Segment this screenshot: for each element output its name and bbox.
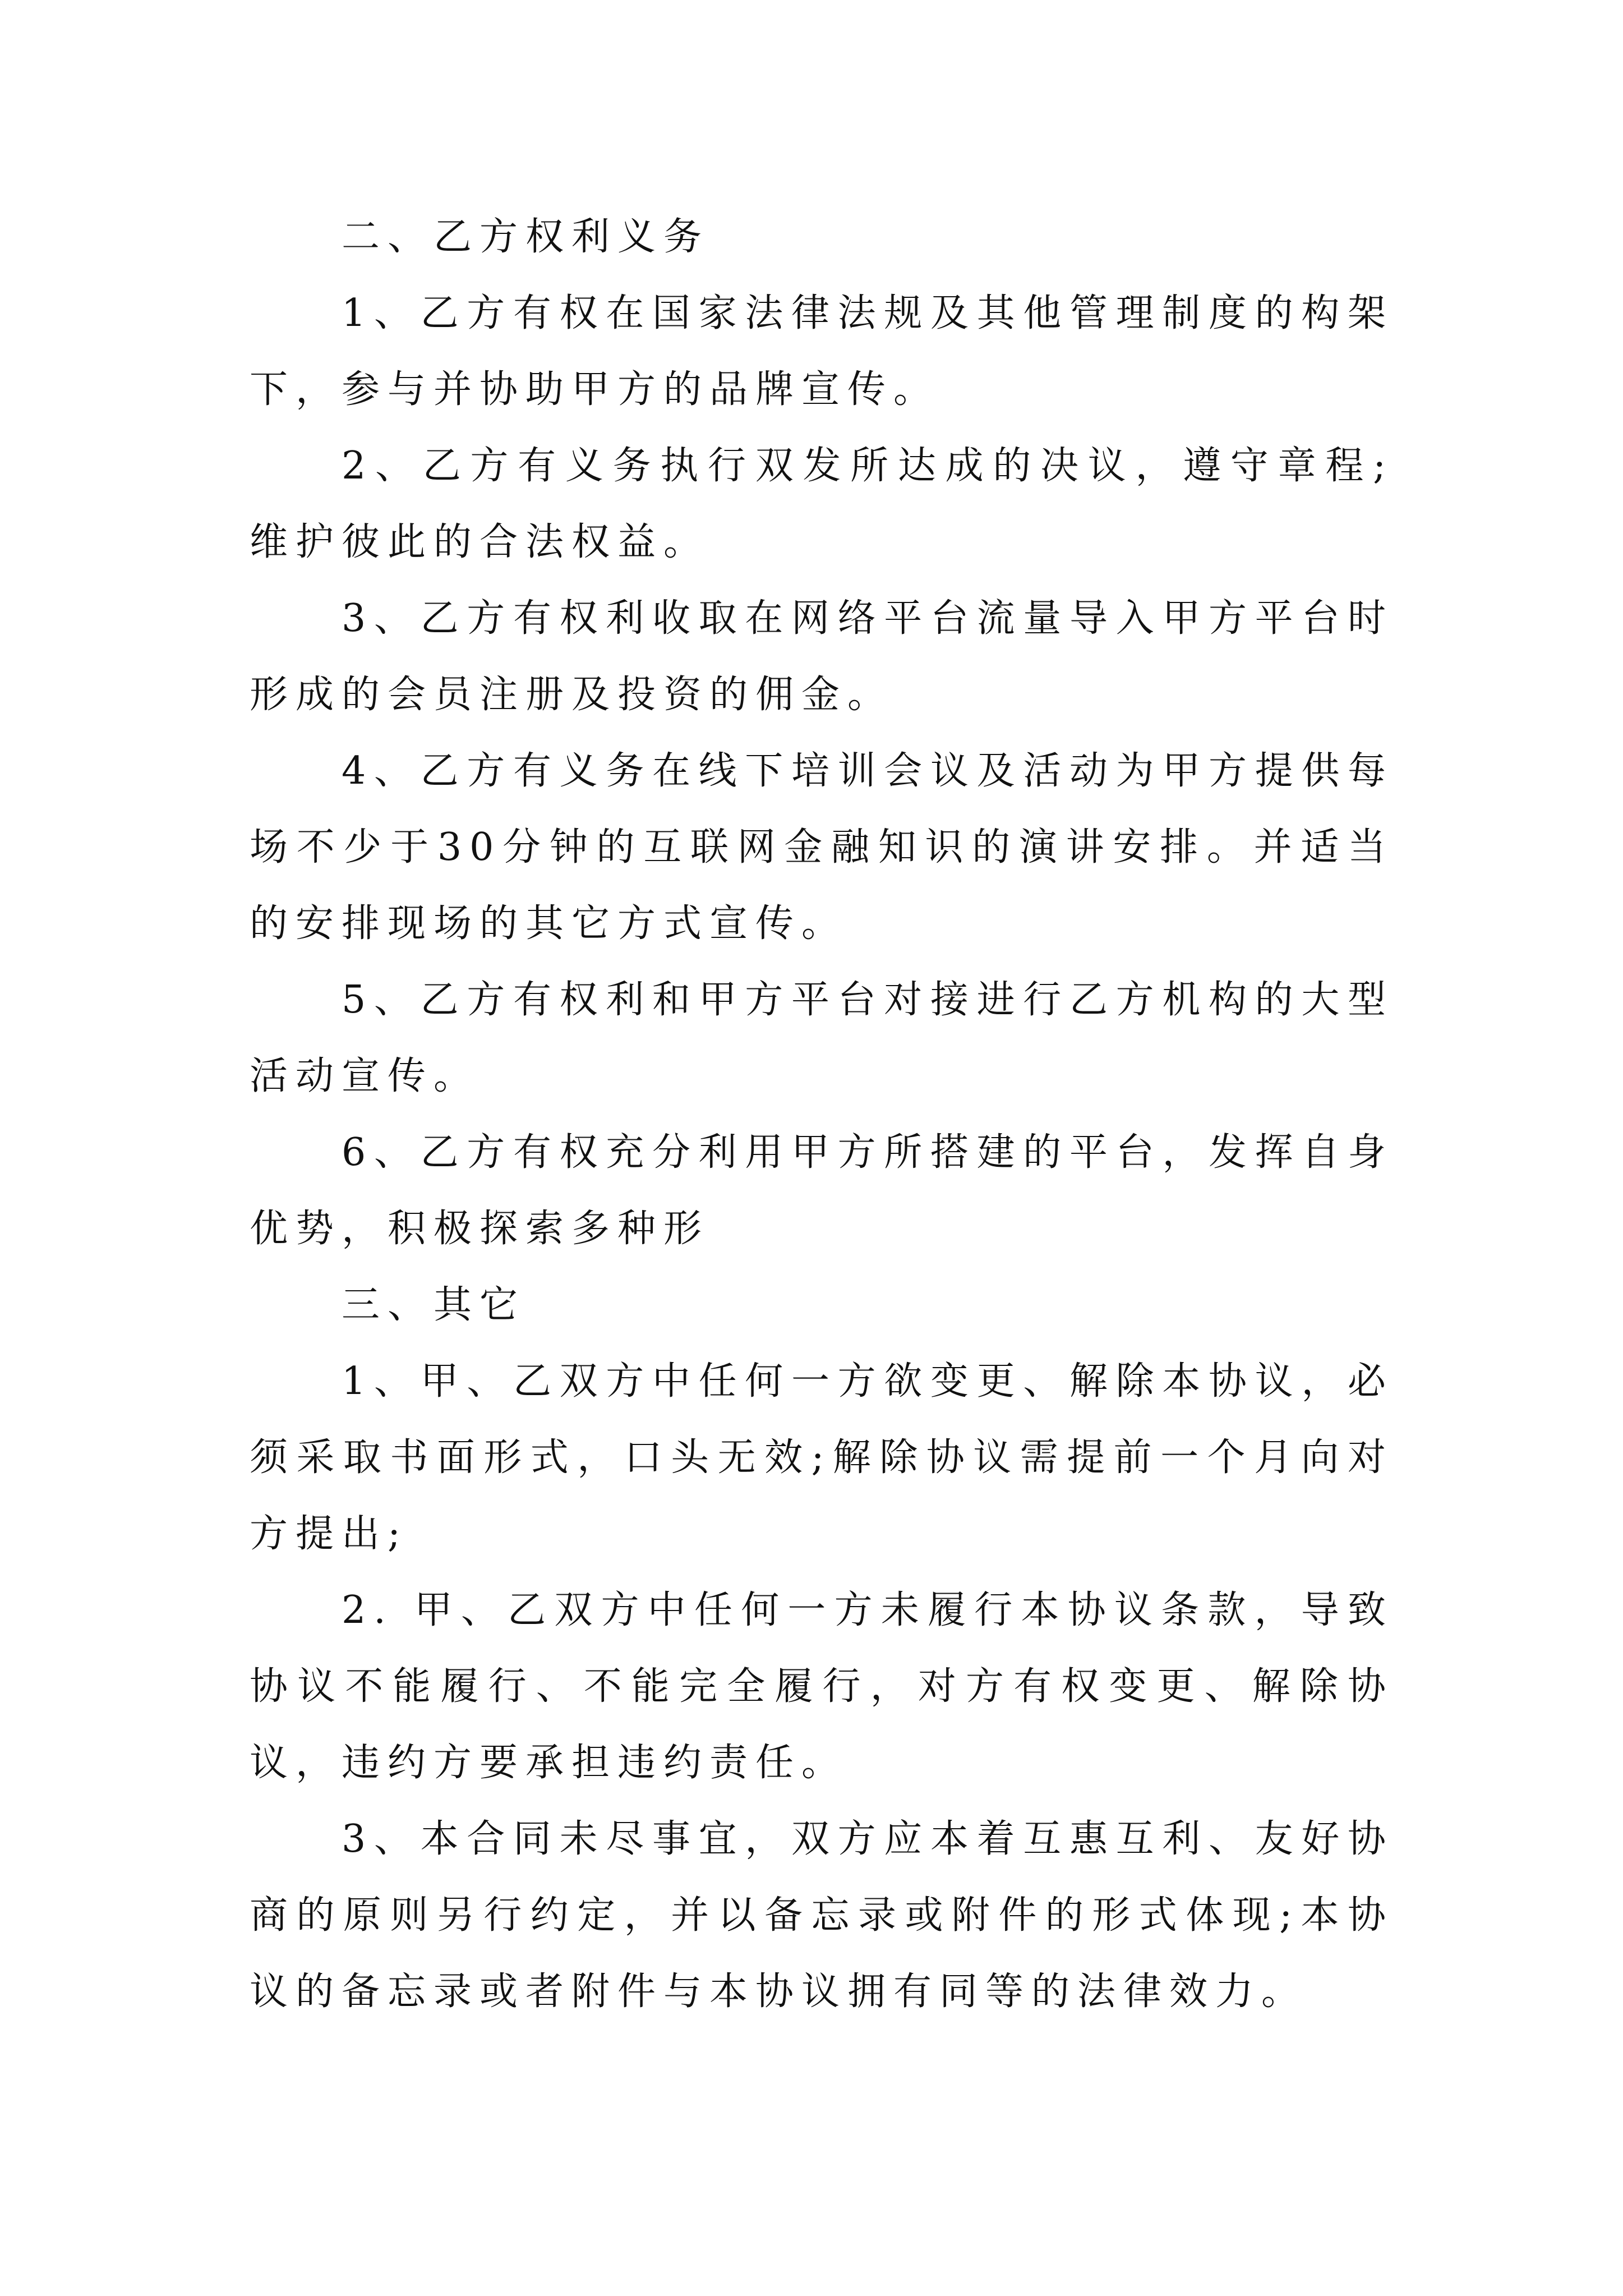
document-body bbox=[250, 199, 1394, 2030]
clause-2-4: 4、乙方有义务在线下培训会议及活动为甲方提供每场不少于30分钟的互联网金融知识的演讲安排。并适当的安排现场的其它方式宣传。 bbox=[250, 749, 1394, 946]
clause-2-6: 6、乙方有权充分利用甲方所搭建的平台，发挥自身优势，积极探索多种形 bbox=[250, 1130, 1394, 1251]
clause-2-3: 3、乙方有权利收取在网络平台流量导入甲方平台时形成的会员注册及投资的佣金。 bbox=[250, 596, 1394, 717]
clause-2-2: 2、乙方有义务执行双发所达成的决议，遵守章程;维护彼此的合法权益。 bbox=[250, 444, 1394, 564]
section-heading-other: 三、其它 bbox=[342, 1283, 526, 1327]
clause-2-5: 5、乙方有权利和甲方平台对接进行乙方机构的大型活动宣传。 bbox=[250, 978, 1394, 1098]
section-heading-rights-obligations: 二、乙方权利义务 bbox=[342, 215, 710, 259]
clause-3-2: 2. 甲、乙双方中任何一方未履行本协议条款，导致协议不能履行、不能完全履行，对方有权变更、解除协议，违约方要承担违约责任。 bbox=[250, 1588, 1394, 1785]
clause-3-1: 1、甲、乙双方中任何一方欲变更、解除本协议，必须采取书面形式，口头无效;解除协议需提前一个月向对方提出; bbox=[250, 1359, 1394, 1556]
clause-2-1: 1、乙方有权在国家法律法规及其他管理制度的构架下，参与并协助甲方的品牌宣传。 bbox=[250, 291, 1394, 412]
clause-3-3: 3、本合同未尽事宜，双方应本着互惠互利、友好协商的原则另行约定，并以备忘录或附件的形式体现;本协议的备忘录或者附件与本协议拥有同等的法律效力。 bbox=[250, 1817, 1394, 2014]
